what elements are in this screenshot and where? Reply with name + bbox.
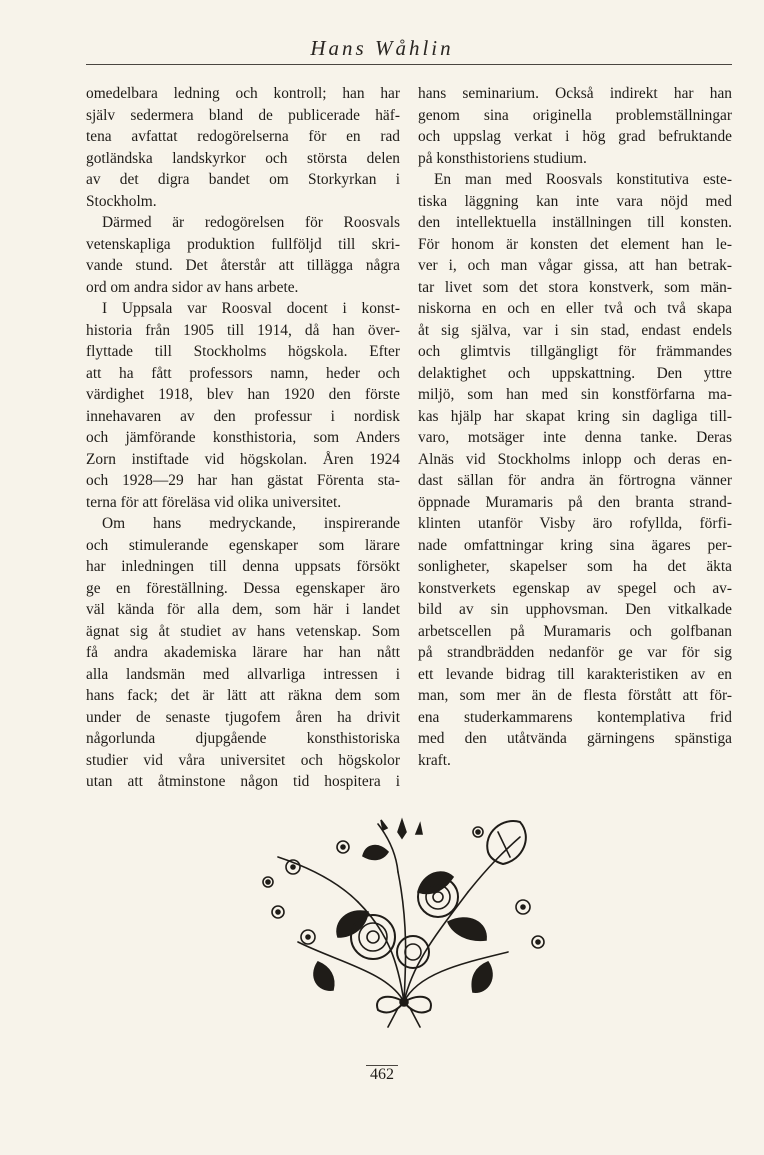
text-line: tena avfattat redogörelserna för en rad bbox=[86, 128, 400, 145]
text-line: ägnat sig åt studiet av hans vetenskap. Som bbox=[86, 622, 400, 640]
text-line: studier vid våra universitet och högskolor bbox=[86, 751, 400, 769]
text-line: Zorn instiftade vid högskolan. Åren 1924 bbox=[86, 450, 400, 468]
text-line: innehavaren av den professur i nordisk bbox=[86, 407, 400, 425]
text-line: vetenskapliga produktion fullföljd till skri- bbox=[86, 235, 400, 253]
text-line: genom sina originella problemställningar bbox=[418, 106, 732, 124]
text-line: öppnade Muramaris på den branta strand- bbox=[418, 493, 732, 511]
text-line: klinten utanför Visby äro rofyllda, förfi- bbox=[418, 515, 732, 532]
text-line: har inledningen till denna uppsats försökt bbox=[86, 558, 400, 575]
flower-bouquet-ornament bbox=[248, 812, 560, 1030]
text-line: arbetscellen på Muramaris och golfbanan bbox=[418, 622, 732, 640]
text-line: och jämförande konsthistoria, som Anders bbox=[86, 429, 400, 446]
text-line: alla landsmän med allvarliga intressen i bbox=[86, 665, 400, 683]
text-line: och stimulerande egenskaper som lärare bbox=[86, 536, 400, 554]
text-line: varo, motsäger inte denna tanke. Deras bbox=[418, 429, 732, 446]
text-line: någorlunda djupgående konsthistoriska bbox=[86, 730, 400, 747]
text-line: dast sällan för andra än förtrogna vänner bbox=[418, 472, 732, 489]
text-line: ett levande bidrag till karakteristiken av en bbox=[418, 665, 732, 683]
text-line: gotländska landskyrkor och största delen bbox=[86, 149, 400, 167]
text-line: och glimtvis tillgängligt för främmandes bbox=[418, 343, 732, 360]
text-line: Stockholm. bbox=[86, 192, 157, 210]
text-line: själv sedermera bland de publicerade häf- bbox=[86, 106, 400, 124]
text-line: få andra akademiska lärare har han nått bbox=[86, 644, 400, 661]
text-line: Alnäs vid Stockholms inlopp och deras en- bbox=[418, 450, 732, 468]
text-line: Därmed är redogörelsen för Roosvals bbox=[102, 214, 400, 231]
text-line: den intellektuella inställningen till konsten. bbox=[418, 214, 732, 231]
text-line: av det digra bandet om Storkyrkan i bbox=[86, 171, 400, 188]
right-column bbox=[418, 83, 732, 771]
header-rule bbox=[86, 64, 732, 65]
text-line: åt sig själva, var i sin stad, endast endels bbox=[418, 321, 732, 339]
text-line: tar livet som det stora konstverk, som män- bbox=[418, 278, 732, 296]
text-line: Om hans medryckande, inspirerande bbox=[102, 515, 400, 532]
text-line: utan att åtminstone någon tid hospitera i bbox=[86, 773, 400, 790]
text-line: konstverkets egenskap av spegel och av- bbox=[418, 579, 732, 597]
text-line: att ha fått professors namn, heder och bbox=[86, 364, 400, 382]
text-line: flyttade till Stockholms högskola. Efter bbox=[86, 343, 400, 360]
text-line: omedelbara ledning och kontroll; han har bbox=[86, 85, 400, 102]
text-line: väl kända för alla dem, som här i landet bbox=[86, 601, 400, 618]
text-line: sonligheter, skapelser som ha det äkta bbox=[418, 558, 732, 575]
text-line: under de senaste tjugofem åren ha drivit bbox=[86, 708, 400, 726]
text-line: miljö, som han med sin konstförfarna ma- bbox=[418, 386, 732, 403]
page-number bbox=[0, 1066, 764, 1084]
text-line: historia från 1905 till 1914, då han över- bbox=[86, 321, 400, 339]
text-line: kraft. bbox=[418, 751, 451, 769]
running-head: Hans Wåhlin bbox=[310, 36, 454, 60]
text-line: och 1928—29 har han gästat Förenta sta- bbox=[86, 472, 400, 489]
text-line: hans fack; det är lätt att räkna dem som bbox=[86, 687, 400, 704]
text-line: kas hjälp har skapat kring sin dagliga till- bbox=[418, 407, 732, 425]
text-line: ord om andra sidor av hans arbete. bbox=[86, 278, 299, 296]
text-line: bild av sin upphovsman. Den vitkalkade bbox=[418, 601, 732, 618]
text-line: terna för att föreläsa vid olika universitet. bbox=[86, 493, 342, 511]
text-line: värdighet 1918, blev han 1920 den förste bbox=[86, 386, 400, 403]
text-line: nade omfattningar kring sina ägares per- bbox=[418, 536, 732, 554]
text-line: ena studerkammarens kontemplativa frid bbox=[418, 708, 732, 726]
text-line: hans seminarium. Också indirekt har han bbox=[418, 85, 732, 102]
text-line: delaktighet och uppskattning. Den yttre bbox=[418, 364, 732, 382]
text-line: på konsthistoriens studium. bbox=[418, 149, 587, 167]
text-line: ge en föreställning. Dessa egenskaper äro bbox=[86, 579, 400, 597]
text-line: och uppslag verkat i hög grad befruktande bbox=[418, 128, 732, 145]
text-line: tiska läggning kan inte vara nöjd med bbox=[418, 192, 732, 210]
text-line: man, som mer än de flesta förstått att för- bbox=[418, 687, 732, 704]
text-line: niskorna en och en eller två och två skapa bbox=[418, 300, 732, 317]
text-line: I Uppsala var Roosval docent i konst- bbox=[102, 300, 400, 317]
text-line: ver i, och man vågar gissa, att han betrak- bbox=[418, 257, 732, 274]
text-line: med den utåtvända gärningens spänstiga bbox=[418, 730, 732, 747]
text-line: på strandbrädden nedanför ge var för sig bbox=[418, 644, 732, 661]
text-line: vande stund. Det återstår att tillägga några bbox=[86, 257, 400, 274]
page-number-value: 462 bbox=[366, 1065, 398, 1083]
text-line: För honom är konsten det element han le- bbox=[418, 235, 732, 253]
text-line: En man med Roosvals konstitutiva este- bbox=[434, 171, 732, 188]
left-column bbox=[86, 83, 400, 793]
